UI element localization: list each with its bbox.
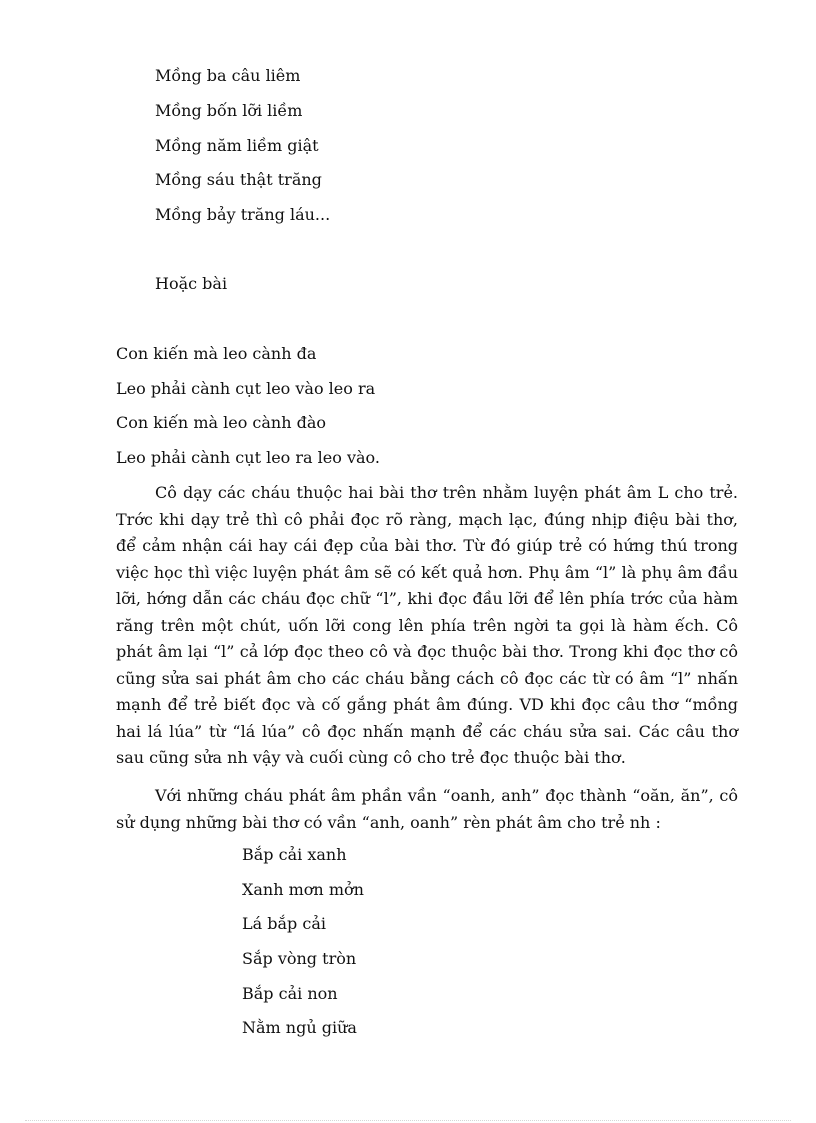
poem-cabbage-line: Xanh mơn mởn [242,880,364,899]
body-paragraph: Cô dạy các cháu thuộc hai bài thơ trên nhằm luyện phát âm L cho trẻ. Trớc khi dạy trẻ thì cô phải đọc rõ ràng, mạch lạc, đúng nhịp điệu bài thơ, để cảm nhận cái hay cái đẹp của bài thơ. Từ đó giúp trẻ có hứng thú trong việc học thì việc luyện phát âm sẽ có kết quả hơn. Phụ âm “l” là phụ âm đầu lỡi, hớng dẫn các cháu đọc chữ “l”, khi đọc đầu lỡi để lên phía trớc của hàm răng trên một chút, uốn lỡi cong lên phía trên ngời ta gọi là hàm ếch. Cô phát âm lại “l” cả lớp đọc theo cô và đọc thuộc bài thơ. Trong khi đọc thơ cô cũng sửa sai phát âm cho các cháu bằng cách cô đọc các từ có âm “l” nhấn mạnh để trẻ biết đọc và cố gắng phát âm đúng. VD khi đọc câu thơ “mồng hai lá lúa” từ “lá lúa” cô đọc nhấn mạnh để các cháu sửa sai. Các câu thơ sau cũng sửa nh vậy và cuối cùng cô cho trẻ đọc thuộc bài thơ. [116,483,738,767]
poem-ant-line: Con kiến mà leo cành đào [116,413,327,432]
poem-moon-line: Mồng bảy trăng láu... [155,205,331,224]
poem-moon-line: Mồng ba câu liêm [155,66,301,85]
intro-alt-text: Hoặc bài [155,274,228,293]
poem-moon-line: Mồng năm liềm giật [155,136,319,155]
body-paragraph: Với những cháu phát âm phần vần “oanh, anh” đọc thành “oăn, ăn”, cô sử dụng những bài thơ có vần “anh, oanh” rèn phát âm cho trẻ nh : [116,786,738,832]
poem-ant-line: Leo phải cành cụt leo ra leo vào. [116,448,380,467]
poem-cabbage-line: Bắp cải non [242,984,338,1003]
poem-ant-line: Leo phải cành cụt leo vào leo ra [116,379,376,398]
poem-ant-line: Con kiến mà leo cành đa [116,344,317,363]
poem-cabbage-line: Nằm ngủ giữa [242,1018,357,1037]
poem-cabbage-line: Lá bắp cải [242,914,326,933]
poem-cabbage-line: Sắp vòng tròn [242,949,357,968]
poem-cabbage-line: Bắp cải xanh [242,845,347,864]
poem-moon-line: Mồng bốn lỡi liềm [155,101,303,120]
poem-moon-line: Mồng sáu thật trăng [155,170,322,189]
page-bottom-divider [25,1120,791,1121]
